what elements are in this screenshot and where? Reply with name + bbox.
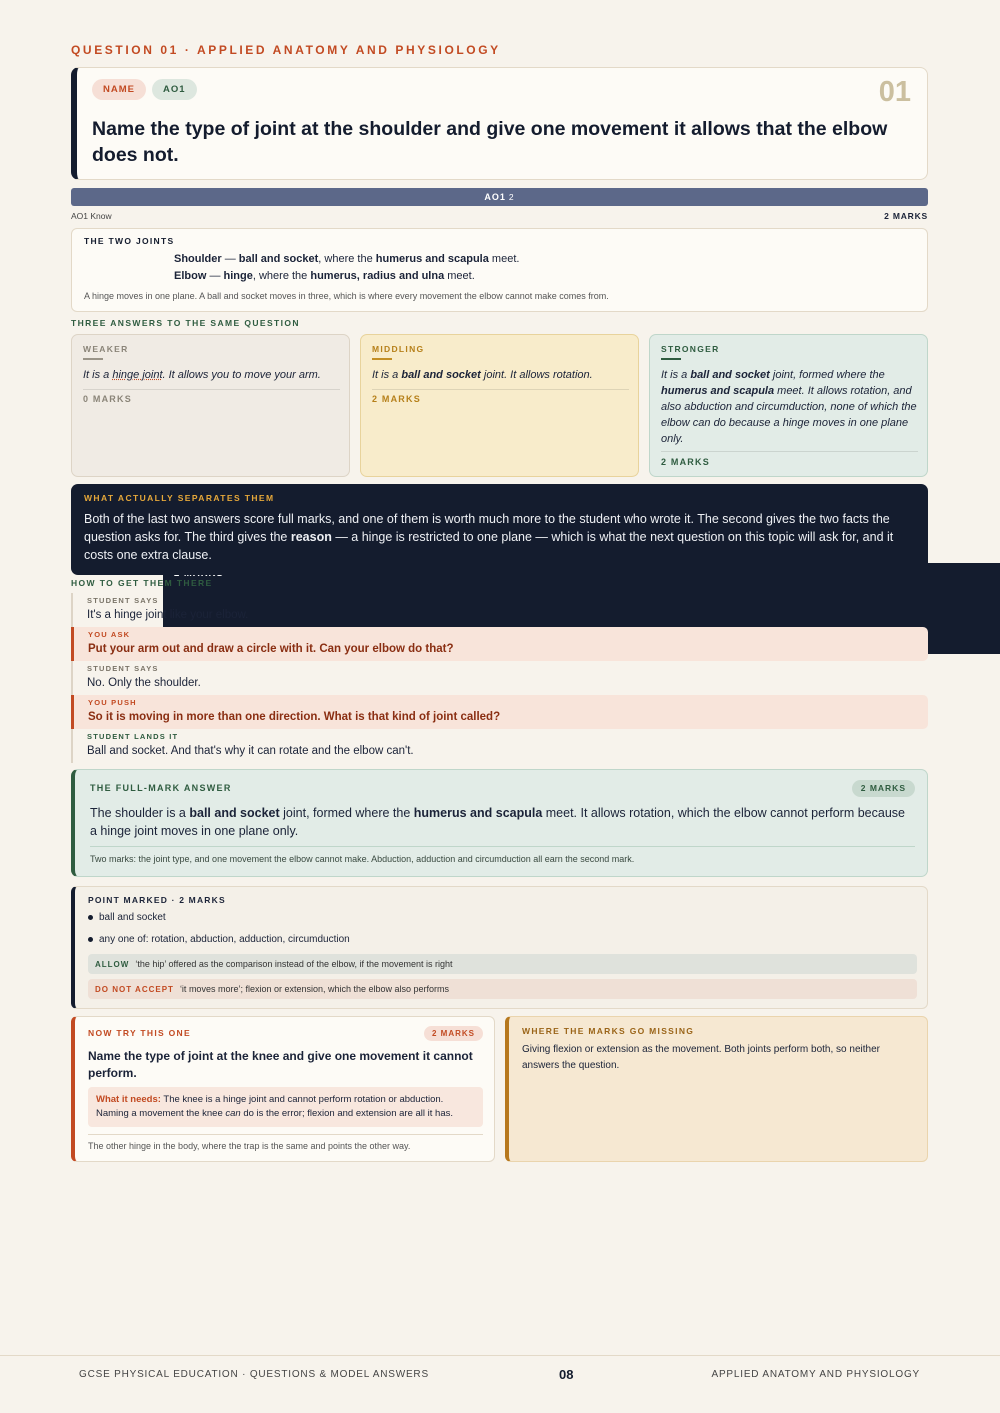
- section-eyebrow: QUESTION 01 · APPLIED ANATOMY AND PHYSIOLOGY: [71, 43, 501, 57]
- weaker-text: [83, 367, 340, 383]
- text: joint, formed where the: [279, 806, 414, 820]
- middling-answer-card: [360, 334, 639, 477]
- full-mark-body: [90, 804, 910, 840]
- shoulder-line: [174, 253, 519, 265]
- divider: [83, 389, 340, 390]
- text: meet. It allows rotation, which the elbow cannot perform because a hinge joint moves in one plane only.: [90, 806, 905, 838]
- speaker-text: It's a hinge joint like your elbow.: [87, 609, 249, 621]
- full-mark-answer-box: [71, 769, 928, 877]
- full-mark-note: Two marks: the joint type, and one movement the elbow cannot make. Abduction, adduction and circumduction all earn the second mark.: [90, 854, 635, 864]
- stronger-rule: [661, 358, 681, 360]
- shoulder-name: Shoulder: [174, 253, 222, 265]
- elbow-bones: humerus, radius and ulna: [310, 270, 445, 282]
- elbow-name: Elbow: [174, 270, 207, 282]
- dialogue-turn-teacher: [71, 627, 928, 661]
- bold-text: reason: [290, 530, 332, 544]
- what-it-needs-box: [88, 1087, 483, 1127]
- dash: —: [206, 270, 224, 282]
- shoulder-type: ball and socket: [238, 253, 319, 265]
- speaker-label: YOU ASK: [88, 630, 131, 639]
- text: meet.: [444, 270, 475, 282]
- do-not-accept-label: DO NOT ACCEPT: [95, 985, 174, 994]
- ao-know-label: AO1 Know: [71, 211, 112, 221]
- speaker-label: STUDENT SAYS: [87, 664, 159, 673]
- text: Both of the last two answers score full marks, and one of them is worth much more to the student who wrote it. The second gives the two facts the question asks for. The third gives the: [84, 512, 890, 544]
- two-joints-heading: THE TWO JOINTS: [84, 236, 175, 246]
- elbow-type: hinge: [223, 270, 253, 282]
- speaker-label: STUDENT SAYS: [87, 596, 159, 605]
- weaker-label: WEAKER: [83, 344, 129, 354]
- divider: [661, 451, 918, 452]
- weaker-answer-card: [71, 334, 350, 477]
- ao-marks-label: 2 MARKS: [884, 211, 928, 221]
- text: The knee is a hinge joint and cannot perform rotation or abduction. Naming a movement the knee: [96, 1094, 444, 1119]
- question-pills: [92, 79, 197, 100]
- text: The shoulder is a: [90, 806, 190, 820]
- try-marks-pill: 2 MARKS: [424, 1026, 483, 1041]
- bold-text: humerus and scapula: [661, 385, 775, 397]
- dialogue-turn-student-lands: [71, 729, 928, 763]
- answers-heading: THREE ANSWERS TO THE SAME QUESTION: [71, 318, 300, 328]
- marks-missing-card: [505, 1016, 928, 1162]
- try-question: Name the type of joint at the knee and give one movement it cannot perform.: [88, 1049, 473, 1080]
- text: It is a: [372, 369, 402, 381]
- try-note: The other hinge in the body, where the trap is the same and points the other way.: [88, 1141, 411, 1151]
- two-joints-box: [71, 228, 928, 312]
- question-card: [71, 67, 928, 180]
- middling-marks: 2 MARKS: [372, 394, 421, 404]
- bold-text: ball and socket: [189, 806, 280, 820]
- allow-row: [88, 954, 917, 974]
- full-mark-marks-pill: 2 MARKS: [852, 780, 915, 797]
- separates-heading: WHAT ACTUALLY SEPARATES THEM: [84, 493, 275, 503]
- speaker-text: Put your arm out and draw a circle with it. Can your elbow do that?: [88, 643, 454, 655]
- page-footer: [0, 1355, 1000, 1413]
- mark-point: any one of: rotation, abduction, adduction, circumduction: [88, 934, 350, 945]
- ao-bar: [71, 188, 928, 206]
- text: , where the: [252, 270, 311, 282]
- text: — a hinge is restricted to one plane — which is what the next question on this topic will ask for, and it costs one extra clause.: [84, 530, 894, 562]
- separates-body: [84, 510, 919, 564]
- marks-missing-text: Giving flexion or extension as the movement. Both joints perform both, so neither answers the question.: [522, 1044, 880, 1071]
- weaker-marks: 0 MARKS: [83, 394, 132, 404]
- divider: [88, 1134, 483, 1135]
- speaker-label: STUDENT LANDS IT: [87, 732, 179, 741]
- mark-scheme-heading: POINT MARKED · 2 MARKS: [88, 895, 226, 905]
- mark-scheme-box: [71, 886, 928, 1009]
- marks-missing-heading: WHERE THE MARKS GO MISSING: [522, 1026, 695, 1036]
- middling-text: [372, 367, 629, 383]
- shoulder-bones: humerus and scapula: [375, 253, 489, 265]
- needs-label: What it needs:: [96, 1094, 161, 1105]
- middling-label: MIDDLING: [372, 344, 425, 354]
- joints-note: A hinge moves in one plane. A ball and socket moves in three, which is where every movement the elbow cannot make comes from.: [84, 291, 609, 301]
- elbow-line: [174, 270, 475, 282]
- mark-point: ball and socket: [88, 912, 166, 923]
- bold-text: humerus and scapula: [413, 806, 543, 820]
- full-mark-heading: THE FULL-MARK ANSWER: [90, 783, 232, 793]
- footer-course: GCSE PHYSICAL EDUCATION · QUESTIONS & MODEL ANSWERS: [79, 1369, 429, 1380]
- dialogue-turn-student: [71, 593, 928, 627]
- text: meet.: [488, 253, 520, 265]
- footer-topic: APPLIED ANATOMY AND PHYSIOLOGY: [711, 1369, 920, 1380]
- question-number: 01: [878, 76, 911, 108]
- text: It is a: [83, 369, 113, 381]
- command-word-pill: NAME: [92, 79, 146, 100]
- page-number: 08: [559, 1367, 574, 1382]
- dash: —: [221, 253, 239, 265]
- text: joint, formed where the: [769, 369, 885, 381]
- emphasis-text: can: [225, 1108, 241, 1119]
- text: joint. It allows rotation.: [480, 369, 593, 381]
- stronger-label: STRONGER: [661, 344, 720, 354]
- divider: [90, 846, 915, 847]
- weaker-rule: [83, 358, 103, 360]
- dialogue-heading: HOW TO GET THEM THERE: [71, 578, 213, 588]
- speaker-label: YOU PUSH: [88, 698, 137, 707]
- text: , where the: [318, 253, 376, 265]
- dialogue-turn-student: [71, 661, 928, 695]
- question-text: Name the type of joint at the shoulder and give one movement it allows that the elbow does not.: [92, 118, 888, 166]
- allow-label: ALLOW: [95, 960, 130, 969]
- dialogue-turn-teacher: [71, 695, 928, 729]
- stronger-marks: 2 MARKS: [661, 457, 710, 467]
- speaker-text: Ball and socket. And that's why it can rotate and the elbow can't.: [87, 745, 414, 757]
- middling-rule: [372, 358, 392, 360]
- speaker-text: No. Only the shoulder.: [87, 677, 201, 689]
- ao-bar-label: AO1: [484, 192, 506, 202]
- text: It is a: [661, 369, 691, 381]
- try-this-card: [71, 1016, 495, 1162]
- text: meet. It allows rotation, and also abduction and circumduction, none of which the elbow can do because a hinge moves in one plane only.: [661, 385, 917, 445]
- hinge-error: hinge joint: [112, 369, 163, 381]
- do-not-accept-row: [88, 979, 917, 999]
- bold-text: ball and socket: [401, 369, 481, 381]
- stronger-text: [661, 367, 918, 447]
- text: . It allows you to move your arm.: [162, 369, 321, 381]
- allow-text: ‘the hip’ offered as the comparison instead of the elbow, if the movement is right: [135, 959, 453, 969]
- bold-text: ball and socket: [690, 369, 770, 381]
- ao-bar-count: 2: [508, 192, 515, 202]
- text: do is the error; flexion and extension are all it has.: [240, 1108, 453, 1119]
- ao-pill: AO1: [152, 79, 197, 100]
- speaker-text: So it is moving in more than one direction. What is that kind of joint called?: [88, 711, 501, 723]
- divider: [372, 389, 629, 390]
- separates-panel: [71, 484, 928, 575]
- try-heading: NOW TRY THIS ONE: [88, 1028, 191, 1038]
- stronger-answer-card: [649, 334, 928, 477]
- do-not-accept-text: ‘it moves more’; flexion or extension, which the elbow also performs: [179, 984, 450, 994]
